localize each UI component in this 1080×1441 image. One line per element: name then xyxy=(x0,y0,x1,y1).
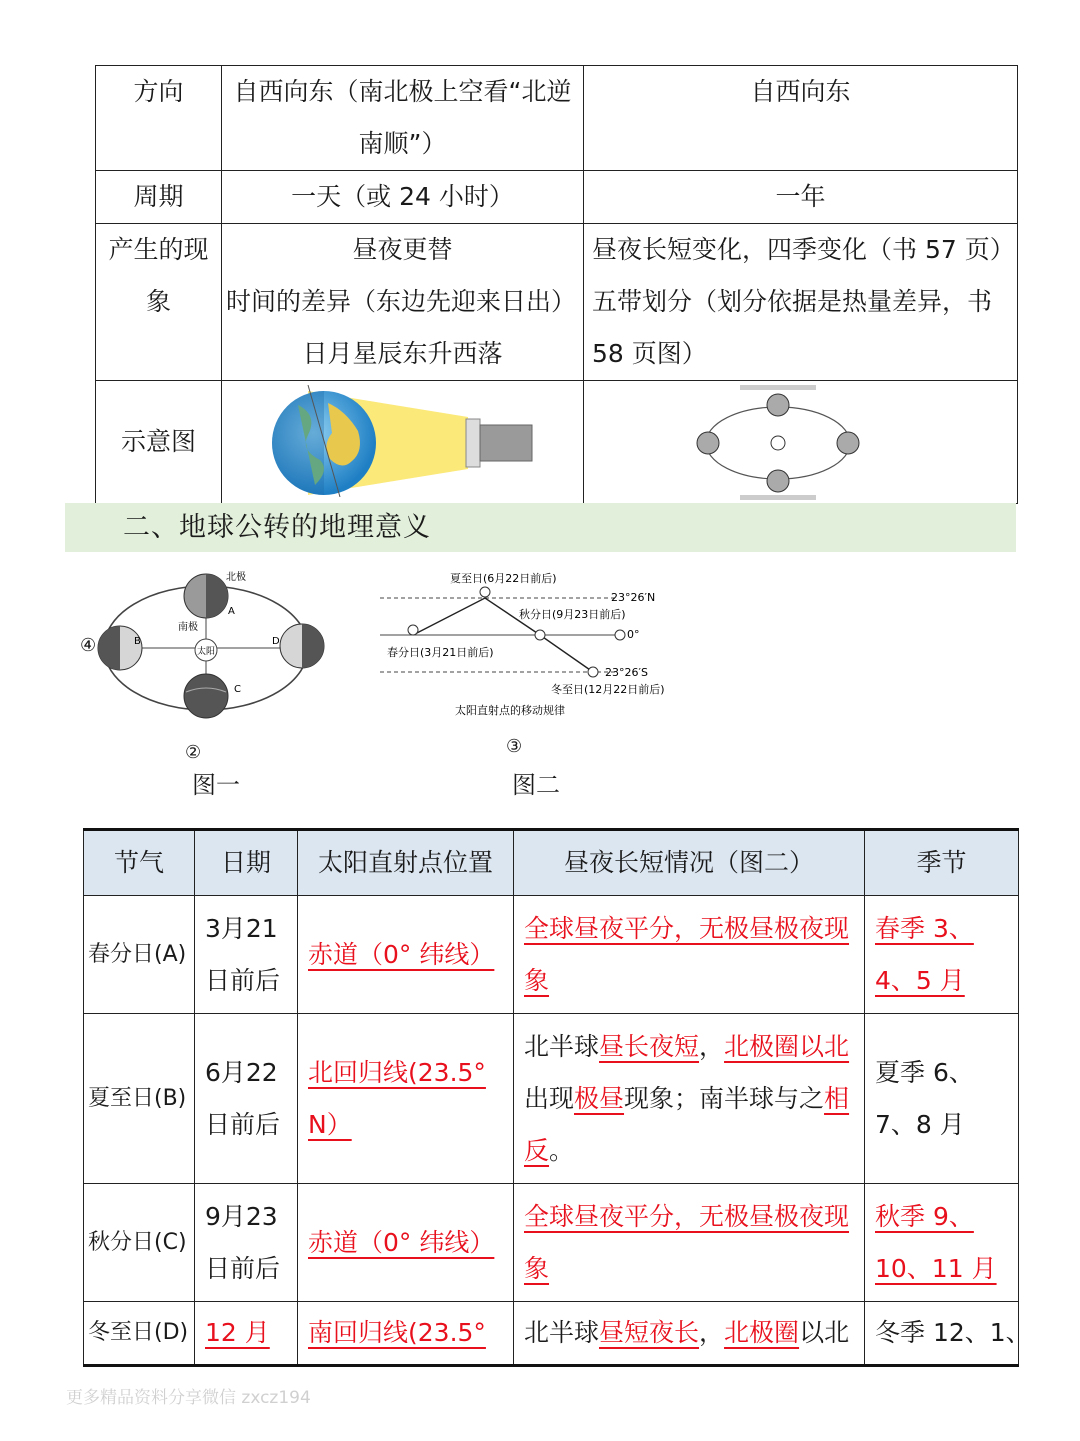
figure-one-caption: 图一 xyxy=(192,771,240,799)
figure-two-caption: 图二 xyxy=(512,771,560,799)
table-row xyxy=(84,1184,1019,1302)
mark-three: ③ xyxy=(506,736,523,757)
autumn-equinox-label: 秋分日(9月23日前后) xyxy=(519,608,626,621)
point-c: C xyxy=(234,684,241,695)
text-part: 北极圈 xyxy=(724,1318,800,1347)
table-row xyxy=(84,1014,1019,1184)
day-length-cell xyxy=(514,1014,865,1184)
phenomenon-line: 五带划分（划分依据是热量差异，书 58 页图） xyxy=(592,287,993,368)
date-cell: 6月22日前后 xyxy=(195,1014,298,1184)
phenomenon-line: 日月星辰东升西落 xyxy=(302,339,503,368)
text-part: 现象；南半球与之 xyxy=(624,1083,825,1113)
tropic-south-label: 23°26′S xyxy=(605,666,648,679)
rotation-direction: 自西向东（南北极上空看“北逆南顺”） xyxy=(222,66,584,171)
solar-terms-table xyxy=(83,828,1031,1367)
text-part: 北半球 xyxy=(524,1318,600,1347)
winter-solstice-label: 冬至日(12月22日前后) xyxy=(551,683,665,696)
figure-two-sun-path xyxy=(375,568,675,718)
watermark: 更多精品资料分享微信 zxcz194 xyxy=(66,1388,311,1408)
revolution-phenomena xyxy=(584,224,1018,381)
section-header xyxy=(65,503,1016,552)
text-part: 出现 xyxy=(524,1083,575,1113)
header-day-length: 昼夜长短情况（图二） xyxy=(514,830,865,896)
orbit-illustration xyxy=(690,383,870,501)
text-part: 以北 xyxy=(799,1318,850,1347)
text-part: 。 xyxy=(549,1135,575,1165)
header-position: 太阳直射点位置 xyxy=(298,830,514,896)
phenomenon-line: 昼夜长短变化，四季变化（书 57 页） xyxy=(592,235,1015,264)
text-part: 昼短夜长 xyxy=(599,1318,700,1347)
figure-two-title: 太阳直射点的移动规律 xyxy=(455,704,565,717)
text-part: 昼长夜短 xyxy=(599,1031,700,1061)
label-phenomena: 产生的现象 xyxy=(96,224,222,381)
day-length-cell: 全球昼夜平分，无极昼极夜现象 xyxy=(514,896,865,1014)
figure-one-orbit xyxy=(80,568,340,728)
revolution-diagram-cell xyxy=(584,381,1018,504)
section-title: 二、地球公转的地理意义 xyxy=(123,512,431,543)
header-date: 日期 xyxy=(195,830,298,896)
earth-flashlight-illustration xyxy=(268,385,536,497)
position-cell: 北回归线(23.5° N） xyxy=(298,1014,514,1184)
term-cell: 春分日(A) xyxy=(84,896,195,1014)
text-part: 北极圈以北 xyxy=(724,1031,850,1061)
point-a: A xyxy=(228,606,235,617)
revolution-period: 一年 xyxy=(584,171,1018,224)
date-cell: 12 月 xyxy=(195,1302,298,1366)
sun-label: 太阳 xyxy=(196,647,216,657)
phenomenon-line: 昼夜更替 xyxy=(352,235,453,264)
position-cell: 赤道（0° 纬线） xyxy=(298,1184,514,1302)
label-period: 周期 xyxy=(96,171,222,224)
text-part: ， xyxy=(699,1031,725,1061)
date-cell: 3月21日前后 xyxy=(195,896,298,1014)
season-cell: 春季 3、4、5 月 xyxy=(865,896,1019,1014)
spring-equinox-label: 春分日(3月21日前后) xyxy=(387,646,494,659)
date-cell: 9月23日前后 xyxy=(195,1184,298,1302)
phenomenon-line: 时间的差异（东边先迎来日出） xyxy=(226,287,577,316)
season-cell: 秋季 9、10、11 月 xyxy=(865,1184,1019,1302)
term-cell: 秋分日(C) xyxy=(84,1184,195,1302)
rotation-revolution-table xyxy=(95,65,1018,504)
south-pole-label: 南极 xyxy=(178,622,198,633)
north-pole-label: 北极 xyxy=(226,572,246,583)
day-length-cell: 全球昼夜平分，无极昼极夜现象 xyxy=(514,1184,865,1302)
text-part: ， xyxy=(699,1318,725,1347)
summer-solstice-label: 夏至日(6月22日前后) xyxy=(450,572,557,585)
header-term: 节气 xyxy=(84,830,195,896)
position-cell: 赤道（0° 纬线） xyxy=(298,896,514,1014)
text-part: 北半球 xyxy=(524,1031,600,1061)
point-d: D xyxy=(272,636,280,647)
table-row xyxy=(84,896,1019,1014)
text-part: 极昼 xyxy=(574,1083,625,1113)
point-b: B xyxy=(134,636,141,647)
day-length-cell xyxy=(514,1302,865,1366)
season-cell: 夏季 6、7、8 月 xyxy=(865,1014,1019,1184)
rotation-period: 一天（或 24 小时） xyxy=(222,171,584,224)
season-cell: 冬季 12、1、 xyxy=(865,1302,1019,1366)
term-cell: 夏至日(B) xyxy=(84,1014,195,1184)
equator-label: 0° xyxy=(627,628,640,641)
term-cell: 冬至日(D) xyxy=(84,1302,195,1366)
revolution-direction: 自西向东 xyxy=(584,66,1018,171)
table-row xyxy=(84,1302,1019,1366)
mark-two: ② xyxy=(185,742,202,763)
text-part: 相反 xyxy=(524,1083,850,1165)
position-cell: 南回归线(23.5° xyxy=(298,1302,514,1366)
rotation-phenomena xyxy=(222,224,584,381)
label-direction: 方向 xyxy=(96,66,222,171)
rotation-diagram-cell xyxy=(222,381,584,504)
header-season: 季节 xyxy=(865,830,1019,896)
label-diagram: 示意图 xyxy=(96,381,222,504)
tropic-north-label: 23°26′N xyxy=(611,591,656,604)
mark-four: ④ xyxy=(80,635,97,656)
